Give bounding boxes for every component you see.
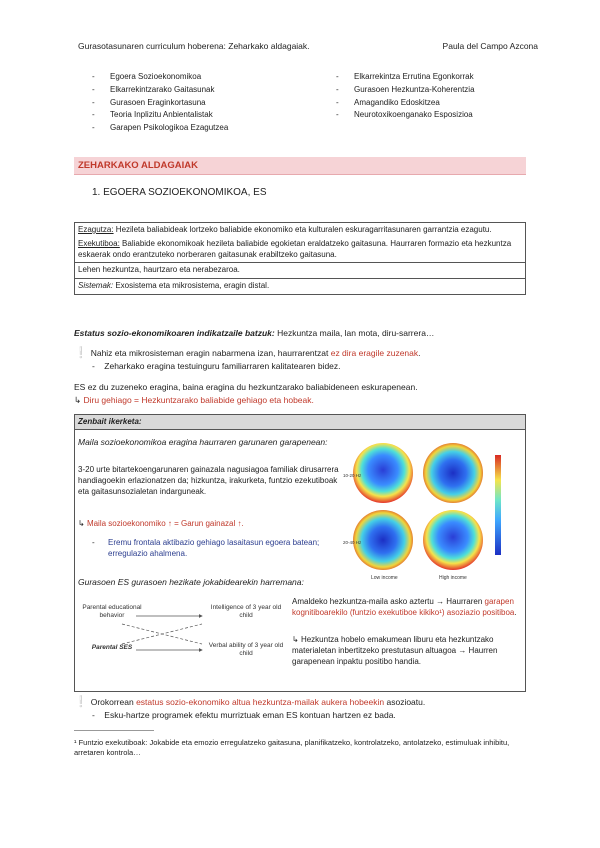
brain-map-low-bottom — [353, 510, 413, 570]
sistemak-label: Sistemak: — [78, 281, 114, 291]
brain-label-low-income: Low income — [371, 575, 398, 581]
research-right-p1-red: garapen kognitiboarekilo (funtzio exekutiboe kikiko¹) asoziazio positiboa — [292, 597, 515, 617]
research-right-p2 — [292, 635, 522, 667]
brain-map-figure — [343, 435, 523, 585]
brain-map-high-top — [423, 443, 483, 503]
heading: 1. EGOERA SOZIOEKONOMIKOA, ES — [92, 187, 267, 198]
research-bullet-1-text: Eremu frontala aktibazio gehiago lasaitasun egoera batean; erregulazio ahalmena. — [108, 538, 320, 558]
brain-label-10-20: 10-20 Hz — [343, 473, 362, 478]
diagram-node-verbal-ability: Verbal ability of 3 year old child — [208, 642, 284, 657]
footnote-divider — [74, 730, 154, 731]
header-document-title: Gurasotasunaren curriculum hoberena: Zeharkako aldagaiak. — [78, 41, 310, 51]
list-item: - Elkarrekintzarako Gaitasunak — [92, 85, 312, 96]
estatus-line — [74, 328, 526, 339]
brain-label-high-income: High income — [439, 575, 467, 581]
exclamation-icon: ❕ — [74, 696, 88, 708]
ezagutza-label: Ezagutza: — [78, 225, 114, 234]
research-p1: 3-20 urte bitartekoengarunaren gainazala nagusiagoa familiak dirusarrera handiagoekin erlazionatzen da; hizkuntza, irakurketa, funtzio ezekutiboak eta gaitasunsozialetan indarguneak. — [78, 465, 339, 496]
return-arrow-icon: ↳ — [292, 635, 301, 644]
brain-map-graphic — [343, 435, 523, 585]
research-sub-2: Gurasoen ES gurasoen hezikate jokabidearekin harremana: — [78, 577, 304, 587]
es-arrow-line — [74, 395, 526, 406]
research-box-title: Zenbait ikerketa: — [75, 415, 525, 430]
research-sub-1: Maila sozioekonomikoa eragina haurraren garunaren garapenean: — [78, 437, 328, 447]
topic-list-left — [92, 72, 312, 136]
note-1-end: . — [418, 348, 421, 358]
research-right-p1-a: Amaldeko hezkuntza-maila asko aztertu → Haurraren — [292, 597, 485, 606]
table-row — [75, 279, 525, 294]
brain-label-20-40: 20-40 Hz — [343, 540, 362, 545]
table-row: Lehen hezkuntza, haurtzaro eta nerabezaroa. — [75, 263, 525, 279]
exekutiboa-cell — [78, 239, 522, 261]
list-item: - Gurasoen Eraginkortasuna — [92, 98, 312, 109]
note-2-sub — [92, 710, 512, 721]
topic-list-right — [336, 72, 536, 123]
research-bullet-1 — [92, 538, 337, 560]
note-2-sub-text: Esku-hartze programek efektu murriztuak eman ES kontuan hartzen ez bada. — [104, 710, 396, 720]
brain-map-low-top — [353, 443, 413, 503]
diagram-node-intelligence: Intelligence of 3 year old child — [210, 604, 282, 619]
research-arrow-1-text: Maila sozioekonomiko ↑ = Garun gainazal ↑. — [86, 519, 244, 528]
list-item: - Gurasoen Hezkuntza-Koherentzia — [336, 85, 536, 96]
note-2-highlight: estatus sozio-ekonomiko altua hezkuntza-mailak aukera hobeekin — [136, 697, 385, 707]
dash-icon: - — [92, 710, 105, 720]
research-right-p2-text: Hezkuntza hobelo emakumean liburu eta hezkuntzako materialetan inbertitzeko prestutasun altuagoa → Haurren garapenean inpaktu positibo handia. — [292, 635, 498, 666]
header-author: Paula del Campo Azcona — [442, 41, 538, 51]
diagram-node-parental-behavior: Parental educational behavior — [82, 604, 142, 619]
ezagutza-cell — [78, 225, 522, 236]
list-item: - Garapen Psikologikoa Ezagutzea — [92, 123, 312, 134]
color-scale — [495, 455, 501, 555]
return-arrow-icon: ↳ — [78, 519, 87, 528]
dash-icon: - — [92, 538, 95, 547]
footnote: ¹ Funtzio exekutiboak: Jokabide eta emozio erregulatzeko gaitasuna, planifikatzeko, kontrolatzeko, antolatzeko, estimuluak inhibitu, arretaren kontrola… — [74, 738, 510, 758]
ses-diagram — [82, 602, 288, 664]
list-item: - Egoera Sozioekonomikoa — [92, 72, 312, 83]
list-item: - Amagandiko Edoskitzea — [336, 98, 536, 109]
es-arrow-text: Diru gehiago = Hezkuntzarako baliabide gehiago eta hobeak. — [83, 395, 314, 405]
research-right-p1 — [292, 597, 522, 619]
table-row — [75, 223, 525, 263]
note-1-highlight: ez dira eragile zuzenak — [330, 348, 419, 358]
summary-table — [74, 222, 526, 295]
research-right-p1-end: . — [514, 607, 517, 617]
ezagutza-text: Hezileta baliabideak lortzeko baliabide ekonomiko eta kulturalen eskuragarritasunaren garrantzia ezagutu. — [113, 225, 492, 234]
brain-map-high-bottom — [423, 510, 483, 570]
note-2-text: Orokorrean — [90, 697, 137, 707]
research-arrow-1 — [78, 519, 340, 530]
note-1-sub-text: Zeharkako eragina testuinguru familiarraren kalitatearen bidez. — [104, 361, 341, 371]
estatus-text: Hezkuntza maila, lan mota, diru-sarrera… — [274, 328, 435, 338]
note-1-text: Nahiz eta mikrosisteman eragin nabarmena izan, haurrarentzat — [90, 348, 331, 358]
return-arrow-icon: ↳ — [74, 395, 84, 405]
exclamation-icon: ❕ — [74, 347, 88, 359]
list-item: - Teoria Inplizitu Anbientalistak — [92, 110, 312, 121]
es-line: ES ez du zuzeneko eragina, baina eragina du hezkuntzarako baliabideneen eskurapenean. — [74, 382, 418, 392]
list-item: - Neurotoxikoenganako Esposizioa — [336, 110, 536, 121]
list-item: - Elkarrekintza Errutina Egonkorrak — [336, 72, 536, 83]
sistemak-text: Exosistema eta mikrosistema, eragin distal. — [113, 281, 270, 291]
estatus-label: Estatus sozio-ekonomikoaren indikatzaile batzuk: — [74, 328, 275, 338]
section-title: ZEHARKAKO ALDAGAIAK — [74, 157, 526, 175]
note-2-end: asozioatu. — [384, 697, 426, 707]
exekutiboa-label: Exekutiboa: — [78, 238, 120, 248]
note-1-sub — [92, 361, 512, 372]
exekutiboa-text: Baliabide ekonomikoak hezileta baliabide egokietan eraldatzeko gaitasuna. Haurraren formazio eta hezkuntza eskaerak ondo erantzuteko norberaren gaitasunak erabiltzeko gaitasuna. — [78, 238, 512, 259]
note-2 — [74, 695, 526, 710]
note-1 — [74, 346, 526, 361]
diagram-node-parental-ses: Parental SES — [91, 644, 133, 651]
dash-icon: - — [92, 361, 105, 371]
